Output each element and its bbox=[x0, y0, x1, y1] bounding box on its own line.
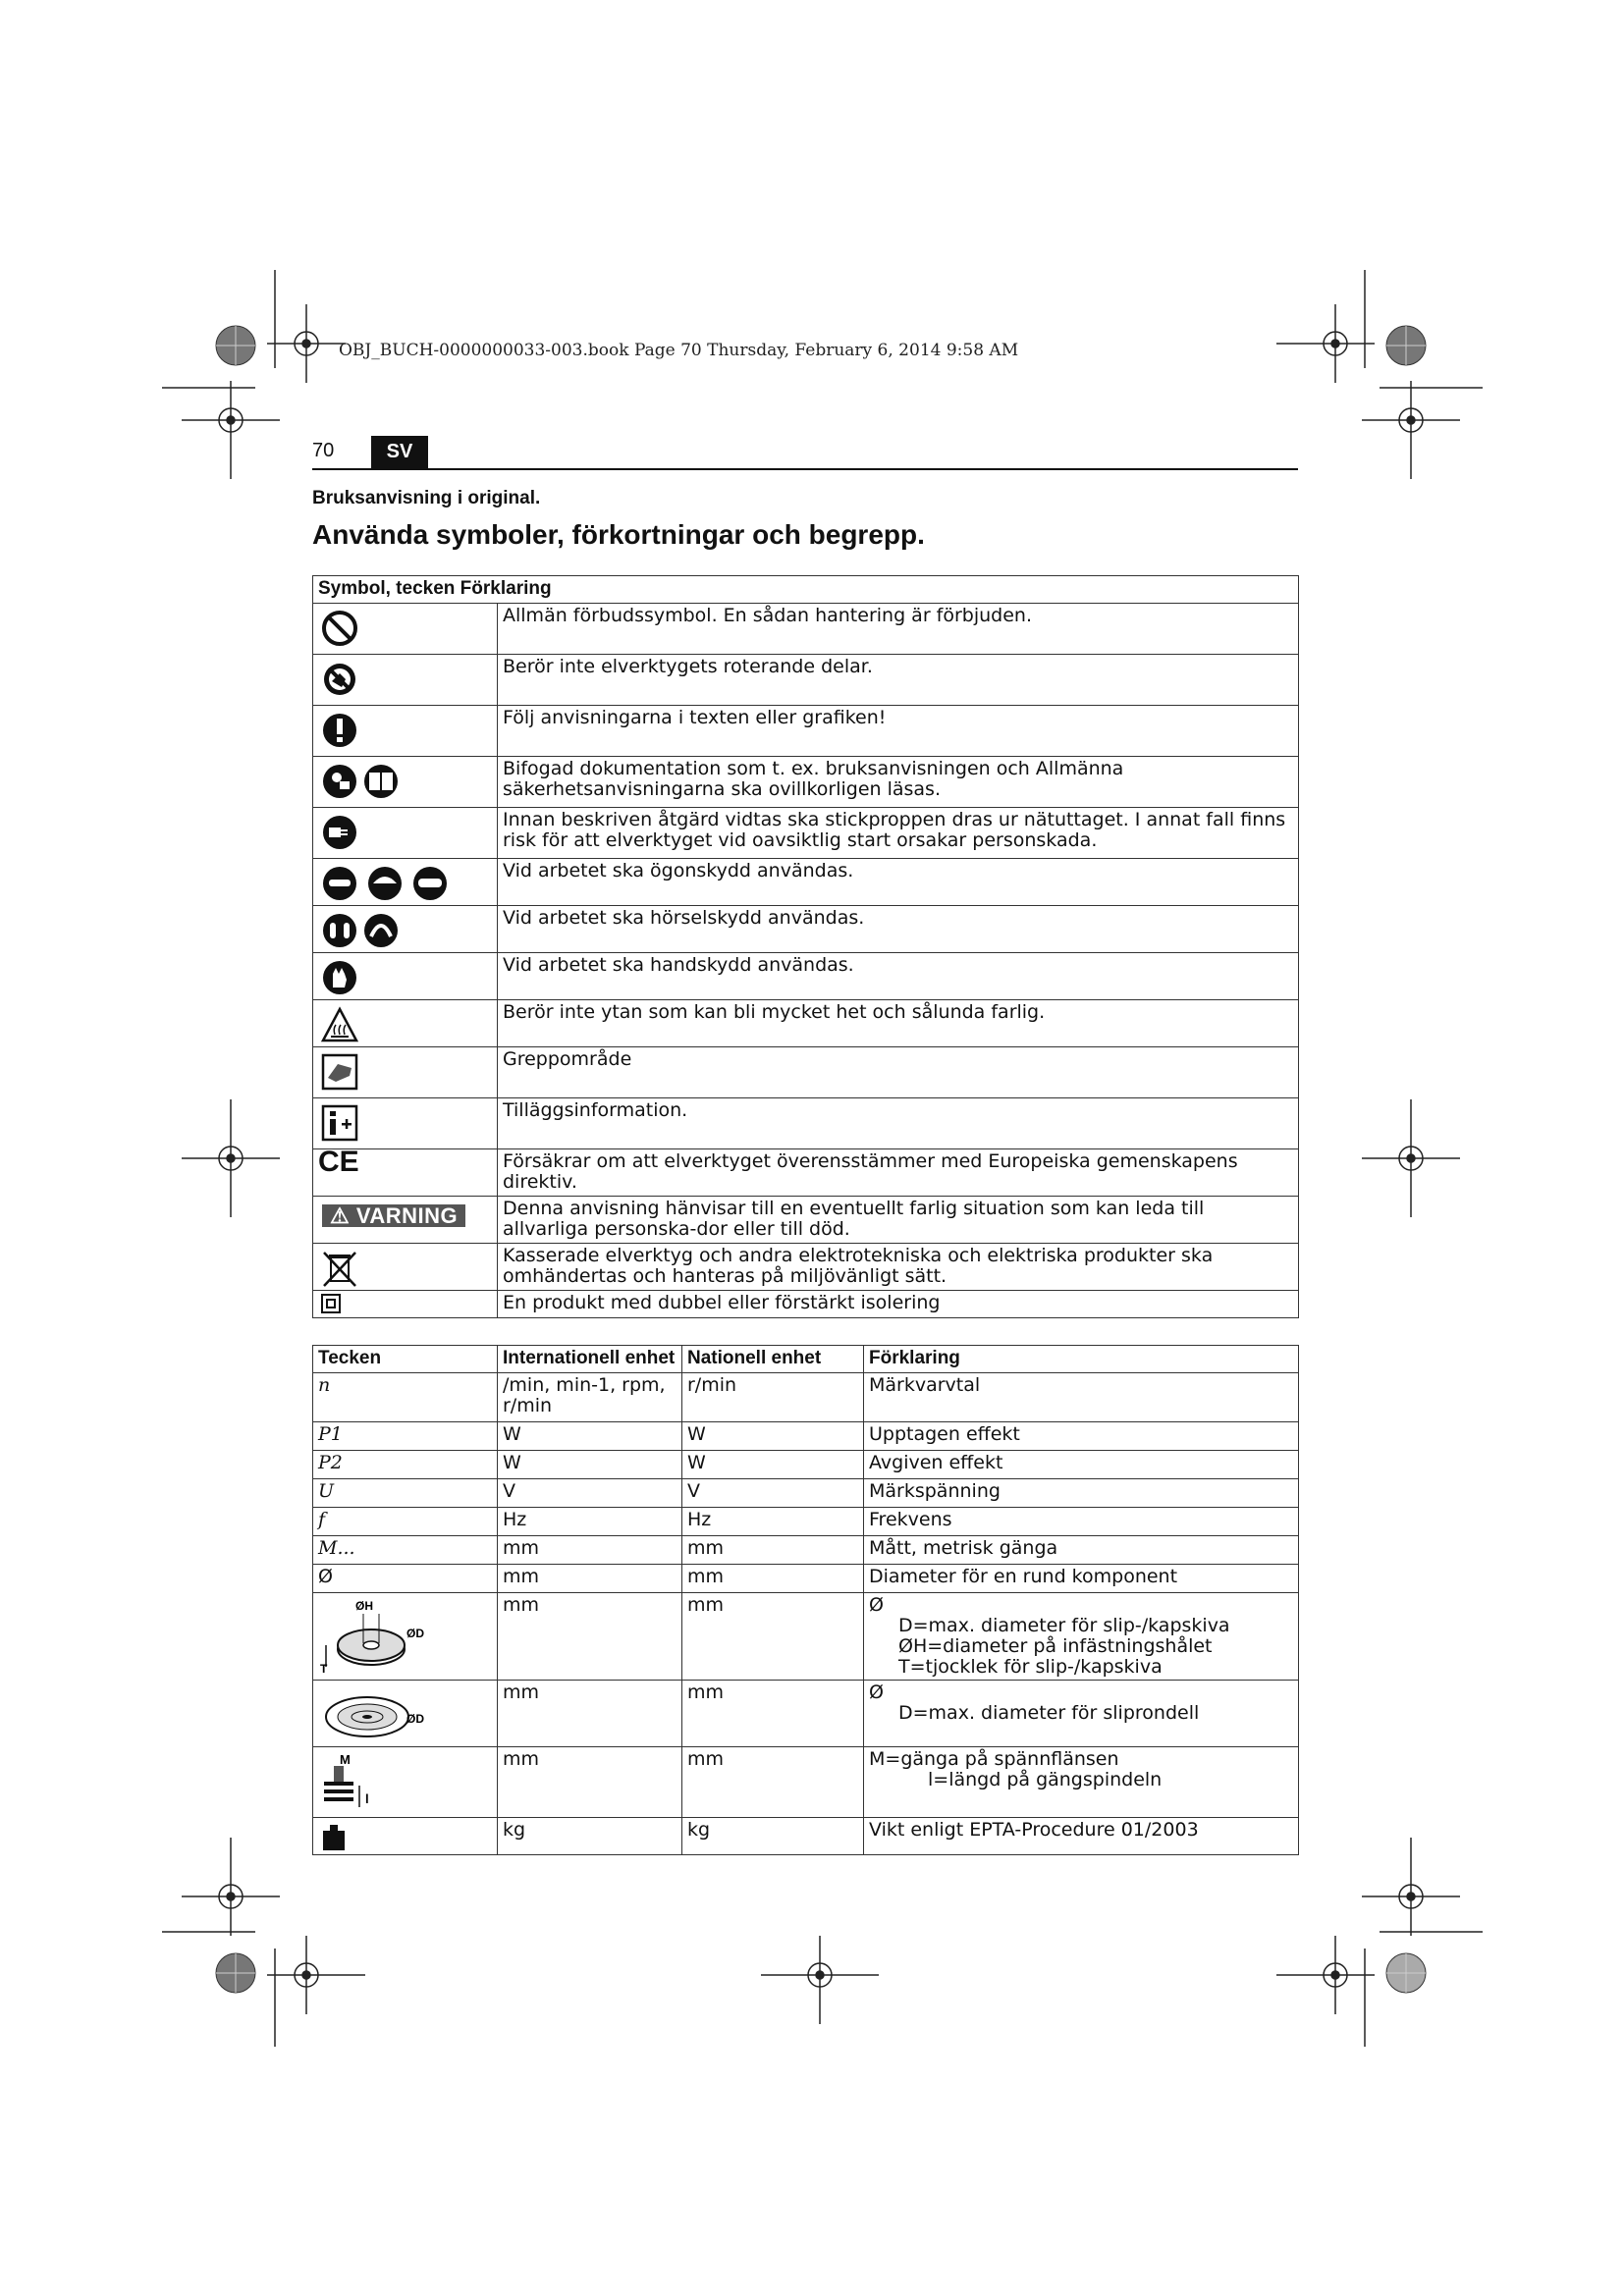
sign-cell: P2 bbox=[313, 1451, 498, 1479]
ce-mark-icon: CE bbox=[318, 1146, 359, 1178]
label-t: T bbox=[320, 1662, 328, 1676]
sign-cell bbox=[313, 1747, 498, 1818]
table-row bbox=[313, 1508, 1299, 1536]
table-row bbox=[313, 1047, 1299, 1098]
symbol-cell bbox=[313, 757, 498, 808]
explanation-cell bbox=[864, 1747, 1299, 1818]
table-header bbox=[313, 576, 1299, 604]
international-cell: kg bbox=[498, 1818, 682, 1855]
international-cell: W bbox=[498, 1451, 682, 1479]
read-manual-icon bbox=[320, 762, 408, 801]
unplug-icon bbox=[320, 813, 359, 852]
table-row bbox=[313, 604, 1299, 655]
table-row bbox=[313, 906, 1299, 953]
national-cell: Hz bbox=[682, 1508, 864, 1536]
no-touch-rotating-icon bbox=[320, 660, 359, 699]
page-number: 70 bbox=[312, 440, 335, 461]
table-row bbox=[313, 1197, 1299, 1244]
weight-icon bbox=[320, 1823, 348, 1852]
national-cell: mm bbox=[682, 1681, 864, 1747]
table-row bbox=[313, 1149, 1299, 1197]
label-pad-od: ØD bbox=[406, 1712, 424, 1726]
sign-cell: f bbox=[313, 1508, 498, 1536]
table-row bbox=[313, 706, 1299, 757]
table-row bbox=[313, 1373, 1299, 1422]
explanation-cell: Greppområde bbox=[498, 1047, 1299, 1098]
header-sign: Tecken bbox=[313, 1346, 498, 1373]
table-row bbox=[313, 757, 1299, 808]
explanation-cell: Innan beskriven åtgärd vidtas ska stickproppen dras ur nätuttaget. I annat fall finns risk för att elverktyget vid oavsiktlig start orsakar personskada. bbox=[498, 808, 1299, 859]
explanation-line: M=gänga på spännflänsen bbox=[869, 1748, 1119, 1770]
national-cell: r/min bbox=[682, 1373, 864, 1422]
explanation-cell: Försäkrar om att elverktyget överensstämmer med Europeiska gemenskapens direktiv. bbox=[498, 1149, 1299, 1197]
sign-cell bbox=[313, 1681, 498, 1747]
national-cell: kg bbox=[682, 1818, 864, 1855]
pad-dimensions-icon bbox=[320, 1685, 428, 1744]
international-cell: /min, min-1, rpm, r/min bbox=[498, 1373, 682, 1422]
international-cell: mm bbox=[498, 1593, 682, 1681]
explanation-cell bbox=[864, 1593, 1299, 1681]
explanation-cell bbox=[864, 1681, 1299, 1747]
prohibition-icon bbox=[320, 609, 359, 648]
table-row bbox=[313, 1593, 1299, 1681]
header-explanation: Förklaring bbox=[460, 578, 552, 599]
table-row bbox=[313, 1291, 1299, 1318]
header-international: Internationell enhet bbox=[498, 1346, 682, 1373]
table-row bbox=[313, 655, 1299, 706]
sign-cell: n bbox=[313, 1373, 498, 1422]
national-cell: W bbox=[682, 1422, 864, 1451]
table-header-row bbox=[313, 1346, 1299, 1373]
label-l: l bbox=[365, 1791, 369, 1806]
grip-area-icon bbox=[320, 1052, 359, 1092]
symbol-cell bbox=[313, 906, 498, 953]
sign-cell bbox=[313, 1593, 498, 1681]
symbols-table bbox=[312, 575, 1299, 1318]
symbol-cell bbox=[313, 604, 498, 655]
national-cell: mm bbox=[682, 1565, 864, 1593]
explanation-symbol: Ø bbox=[869, 1682, 884, 1703]
table-row bbox=[313, 1098, 1299, 1149]
international-cell: W bbox=[498, 1422, 682, 1451]
table-row bbox=[313, 1681, 1299, 1747]
explanation-line: T=tjocklek för slip-/kapskiva bbox=[898, 1656, 1163, 1678]
international-cell: mm bbox=[498, 1565, 682, 1593]
explanation-cell: Följ anvisningarna i texten eller grafiken! bbox=[498, 706, 1299, 757]
symbol-cell bbox=[313, 1098, 498, 1149]
table-row bbox=[313, 1479, 1299, 1508]
symbol-cell bbox=[313, 655, 498, 706]
page-title: Använda symboler, förkortningar och begrepp. bbox=[312, 519, 925, 550]
spindle-thread-icon bbox=[320, 1752, 389, 1815]
national-cell: mm bbox=[682, 1593, 864, 1681]
national-cell: mm bbox=[682, 1536, 864, 1565]
sign-cell: P1 bbox=[313, 1422, 498, 1451]
explanation-cell: Allmän förbudssymbol. En sådan hantering är förbjuden. bbox=[498, 604, 1299, 655]
explanation-cell: Diameter för en rund komponent bbox=[864, 1565, 1299, 1593]
symbol-cell bbox=[313, 808, 498, 859]
eye-protection-icon bbox=[320, 864, 454, 903]
table-header-row bbox=[313, 576, 1299, 604]
sign-cell: Ø bbox=[313, 1565, 498, 1593]
double-insulation-icon bbox=[320, 1293, 342, 1314]
header-national: Nationell enhet bbox=[682, 1346, 864, 1373]
explanation-cell: Kasserade elverktyg och andra elektrotekniska och elektriska produkter ska omhändertas och hanteras på miljövänligt sätt. bbox=[498, 1244, 1299, 1291]
explanation-cell: Tilläggsinformation. bbox=[498, 1098, 1299, 1149]
subtitle: Bruksanvisning i original. bbox=[312, 488, 541, 508]
explanation-cell: Denna anvisning hänvisar till en eventuellt farlig situation som kan leda till allvarliga personska-dor eller till död. bbox=[498, 1197, 1299, 1244]
symbol-cell bbox=[313, 1146, 498, 1197]
table-row bbox=[313, 1818, 1299, 1855]
international-cell: mm bbox=[498, 1536, 682, 1565]
explanation-cell: Märkvarvtal bbox=[864, 1373, 1299, 1422]
sign-cell bbox=[313, 1818, 498, 1855]
explanation-cell: Frekvens bbox=[864, 1508, 1299, 1536]
symbol-cell bbox=[313, 1244, 498, 1291]
symbol-cell bbox=[313, 859, 498, 906]
header-explanation: Förklaring bbox=[864, 1346, 1299, 1373]
label-oh: ØH bbox=[355, 1599, 373, 1613]
sign-cell: U bbox=[313, 1479, 498, 1508]
explanation-line: l=längd på gängspindeln bbox=[928, 1769, 1163, 1790]
hearing-protection-icon bbox=[320, 911, 408, 950]
table-row bbox=[313, 1422, 1299, 1451]
national-cell: mm bbox=[682, 1747, 864, 1818]
international-cell: mm bbox=[498, 1681, 682, 1747]
label-m: M bbox=[340, 1752, 351, 1767]
explanation-cell: Vid arbetet ska hörselskydd användas. bbox=[498, 906, 1299, 953]
explanation-cell: Vid arbetet ska ögonskydd användas. bbox=[498, 859, 1299, 906]
glove-icon bbox=[320, 958, 359, 997]
table-row bbox=[313, 953, 1299, 1000]
language-tab: SV bbox=[371, 436, 428, 468]
hot-surface-icon bbox=[320, 1005, 359, 1044]
explanation-cell: Bifogad dokumentation som t. ex. bruksanvisningen och Allmänna säkerhetsanvisningarna ska ovillkorligen läsas. bbox=[498, 757, 1299, 808]
label-od: ØD bbox=[406, 1627, 424, 1640]
table-row bbox=[313, 1000, 1299, 1047]
explanation-line: D=max. diameter för slip-/kapskiva bbox=[898, 1615, 1230, 1636]
explanation-cell: Vid arbetet ska handskydd användas. bbox=[498, 953, 1299, 1000]
header-symbol: Symbol, tecken bbox=[318, 578, 456, 599]
explanation-symbol: Ø bbox=[869, 1594, 884, 1616]
warning-badge-icon: ⚠ VARNING bbox=[322, 1204, 465, 1227]
national-cell: V bbox=[682, 1479, 864, 1508]
explanation-cell: Mått, metrisk gänga bbox=[864, 1536, 1299, 1565]
explanation-cell: Upptagen effekt bbox=[864, 1422, 1299, 1451]
explanation-cell: Vikt enligt EPTA-Procedure 01/2003 bbox=[864, 1818, 1299, 1855]
international-cell: V bbox=[498, 1479, 682, 1508]
explanation-line: D=max. diameter för sliprondell bbox=[898, 1702, 1200, 1724]
national-cell: W bbox=[682, 1451, 864, 1479]
table-row bbox=[313, 1565, 1299, 1593]
header-rule bbox=[312, 468, 1298, 470]
sign-cell: M... bbox=[313, 1536, 498, 1565]
explanation-cell: Avgiven effekt bbox=[864, 1451, 1299, 1479]
explanation-cell: En produkt med dubbel eller förstärkt isolering bbox=[498, 1291, 1299, 1318]
table-row bbox=[313, 1536, 1299, 1565]
units-table bbox=[312, 1345, 1299, 1855]
symbol-cell bbox=[313, 1000, 498, 1047]
explanation-cell: Berör inte ytan som kan bli mycket het och sålunda farlig. bbox=[498, 1000, 1299, 1047]
table-row bbox=[313, 1451, 1299, 1479]
table-row bbox=[313, 1747, 1299, 1818]
table-row bbox=[313, 859, 1299, 906]
info-icon bbox=[320, 1103, 359, 1143]
disc-dimensions-icon bbox=[320, 1598, 428, 1677]
explanation-cell: Berör inte elverktygets roterande delar. bbox=[498, 655, 1299, 706]
explanation-cell: Märkspänning bbox=[864, 1479, 1299, 1508]
symbol-cell bbox=[313, 953, 498, 1000]
warning-badge-text: VARNING bbox=[355, 1203, 459, 1228]
table-row bbox=[313, 1244, 1299, 1291]
symbol-cell bbox=[313, 706, 498, 757]
symbol-cell bbox=[313, 1197, 498, 1244]
explanation-line: ØH=diameter på infästningshålet bbox=[898, 1635, 1213, 1657]
exclamation-icon bbox=[320, 711, 359, 750]
international-cell: mm bbox=[498, 1747, 682, 1818]
weee-bin-icon bbox=[320, 1249, 359, 1288]
symbol-cell bbox=[313, 1291, 498, 1318]
file-info-header: OBJ_BUCH-0000000033-003.book Page 70 Thursday, February 6, 2014 9:58 AM bbox=[339, 341, 1019, 360]
symbol-cell bbox=[313, 1047, 498, 1098]
table-row bbox=[313, 808, 1299, 859]
international-cell: Hz bbox=[498, 1508, 682, 1536]
